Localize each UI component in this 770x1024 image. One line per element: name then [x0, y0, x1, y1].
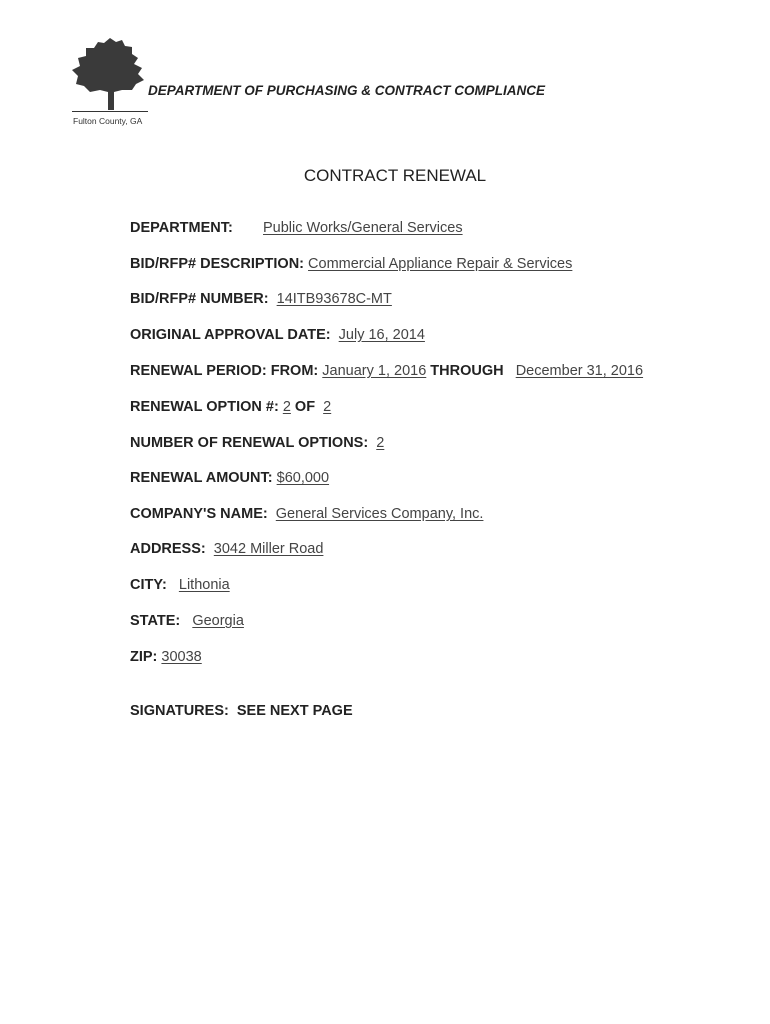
- field-company-name: [130, 506, 483, 522]
- field-value: 2: [376, 435, 385, 451]
- field-approval-date: [130, 327, 425, 343]
- field-value: 2: [282, 399, 291, 415]
- field-value-total: 2: [323, 399, 332, 415]
- through-label: THROUGH: [430, 363, 504, 379]
- field-value: 30038: [161, 649, 202, 665]
- field-label: RENEWAL OPTION #:: [130, 399, 279, 415]
- field-label: RENEWAL AMOUNT:: [130, 470, 273, 486]
- field-city: [130, 577, 230, 593]
- field-label: DEPARTMENT:: [130, 220, 233, 236]
- signatures-note: SIGNATURES: SEE NEXT PAGE: [130, 703, 353, 719]
- field-label: NUMBER OF RENEWAL OPTIONS:: [130, 435, 369, 451]
- field-renewal-amount: [130, 470, 329, 486]
- field-label: ORIGINAL APPROVAL DATE:: [130, 327, 331, 343]
- field-label: BID/RFP# NUMBER:: [130, 291, 269, 307]
- field-value: Public Works/General Services: [263, 220, 463, 236]
- fulton-county-tree-logo: [70, 34, 150, 114]
- field-value: July 16, 2014: [338, 327, 425, 343]
- renewal-through: December 31, 2016: [515, 363, 644, 379]
- field-zip: [130, 649, 202, 665]
- field-value: 3042 Miller Road: [213, 541, 324, 557]
- field-number-of-options: [130, 435, 384, 451]
- field-value: General Services Company, Inc.: [275, 506, 484, 522]
- field-renewal-option: [130, 399, 331, 415]
- department-header: DEPARTMENT OF PURCHASING & CONTRACT COMPLIANCE: [148, 83, 545, 98]
- field-address: [130, 541, 323, 557]
- field-value: Lithonia: [178, 577, 230, 593]
- field-value: Commercial Appliance Repair & Services: [308, 256, 573, 272]
- logo-caption: Fulton County, GA: [73, 116, 143, 126]
- field-value: 14ITB93678C-MT: [276, 291, 392, 307]
- field-bid-number: [130, 291, 392, 307]
- field-label: RENEWAL PERIOD: FROM:: [130, 363, 319, 379]
- field-department: [130, 220, 463, 236]
- of-label: OF: [294, 399, 316, 415]
- logo-divider: [72, 111, 148, 112]
- field-label: CITY:: [130, 577, 167, 593]
- renewal-from: January 1, 2016: [322, 363, 427, 379]
- field-label: COMPANY'S NAME:: [130, 506, 268, 522]
- field-value: $60,000: [276, 470, 330, 486]
- field-label: ADDRESS:: [130, 541, 206, 557]
- field-renewal-period: [130, 363, 643, 379]
- field-label: STATE:: [130, 613, 181, 629]
- field-state: [130, 613, 244, 629]
- field-label: ZIP:: [130, 649, 158, 665]
- field-value: Georgia: [192, 613, 244, 629]
- field-label: BID/RFP# DESCRIPTION:: [130, 256, 305, 272]
- document-title: CONTRACT RENEWAL: [303, 166, 487, 185]
- field-bid-description: [130, 256, 572, 272]
